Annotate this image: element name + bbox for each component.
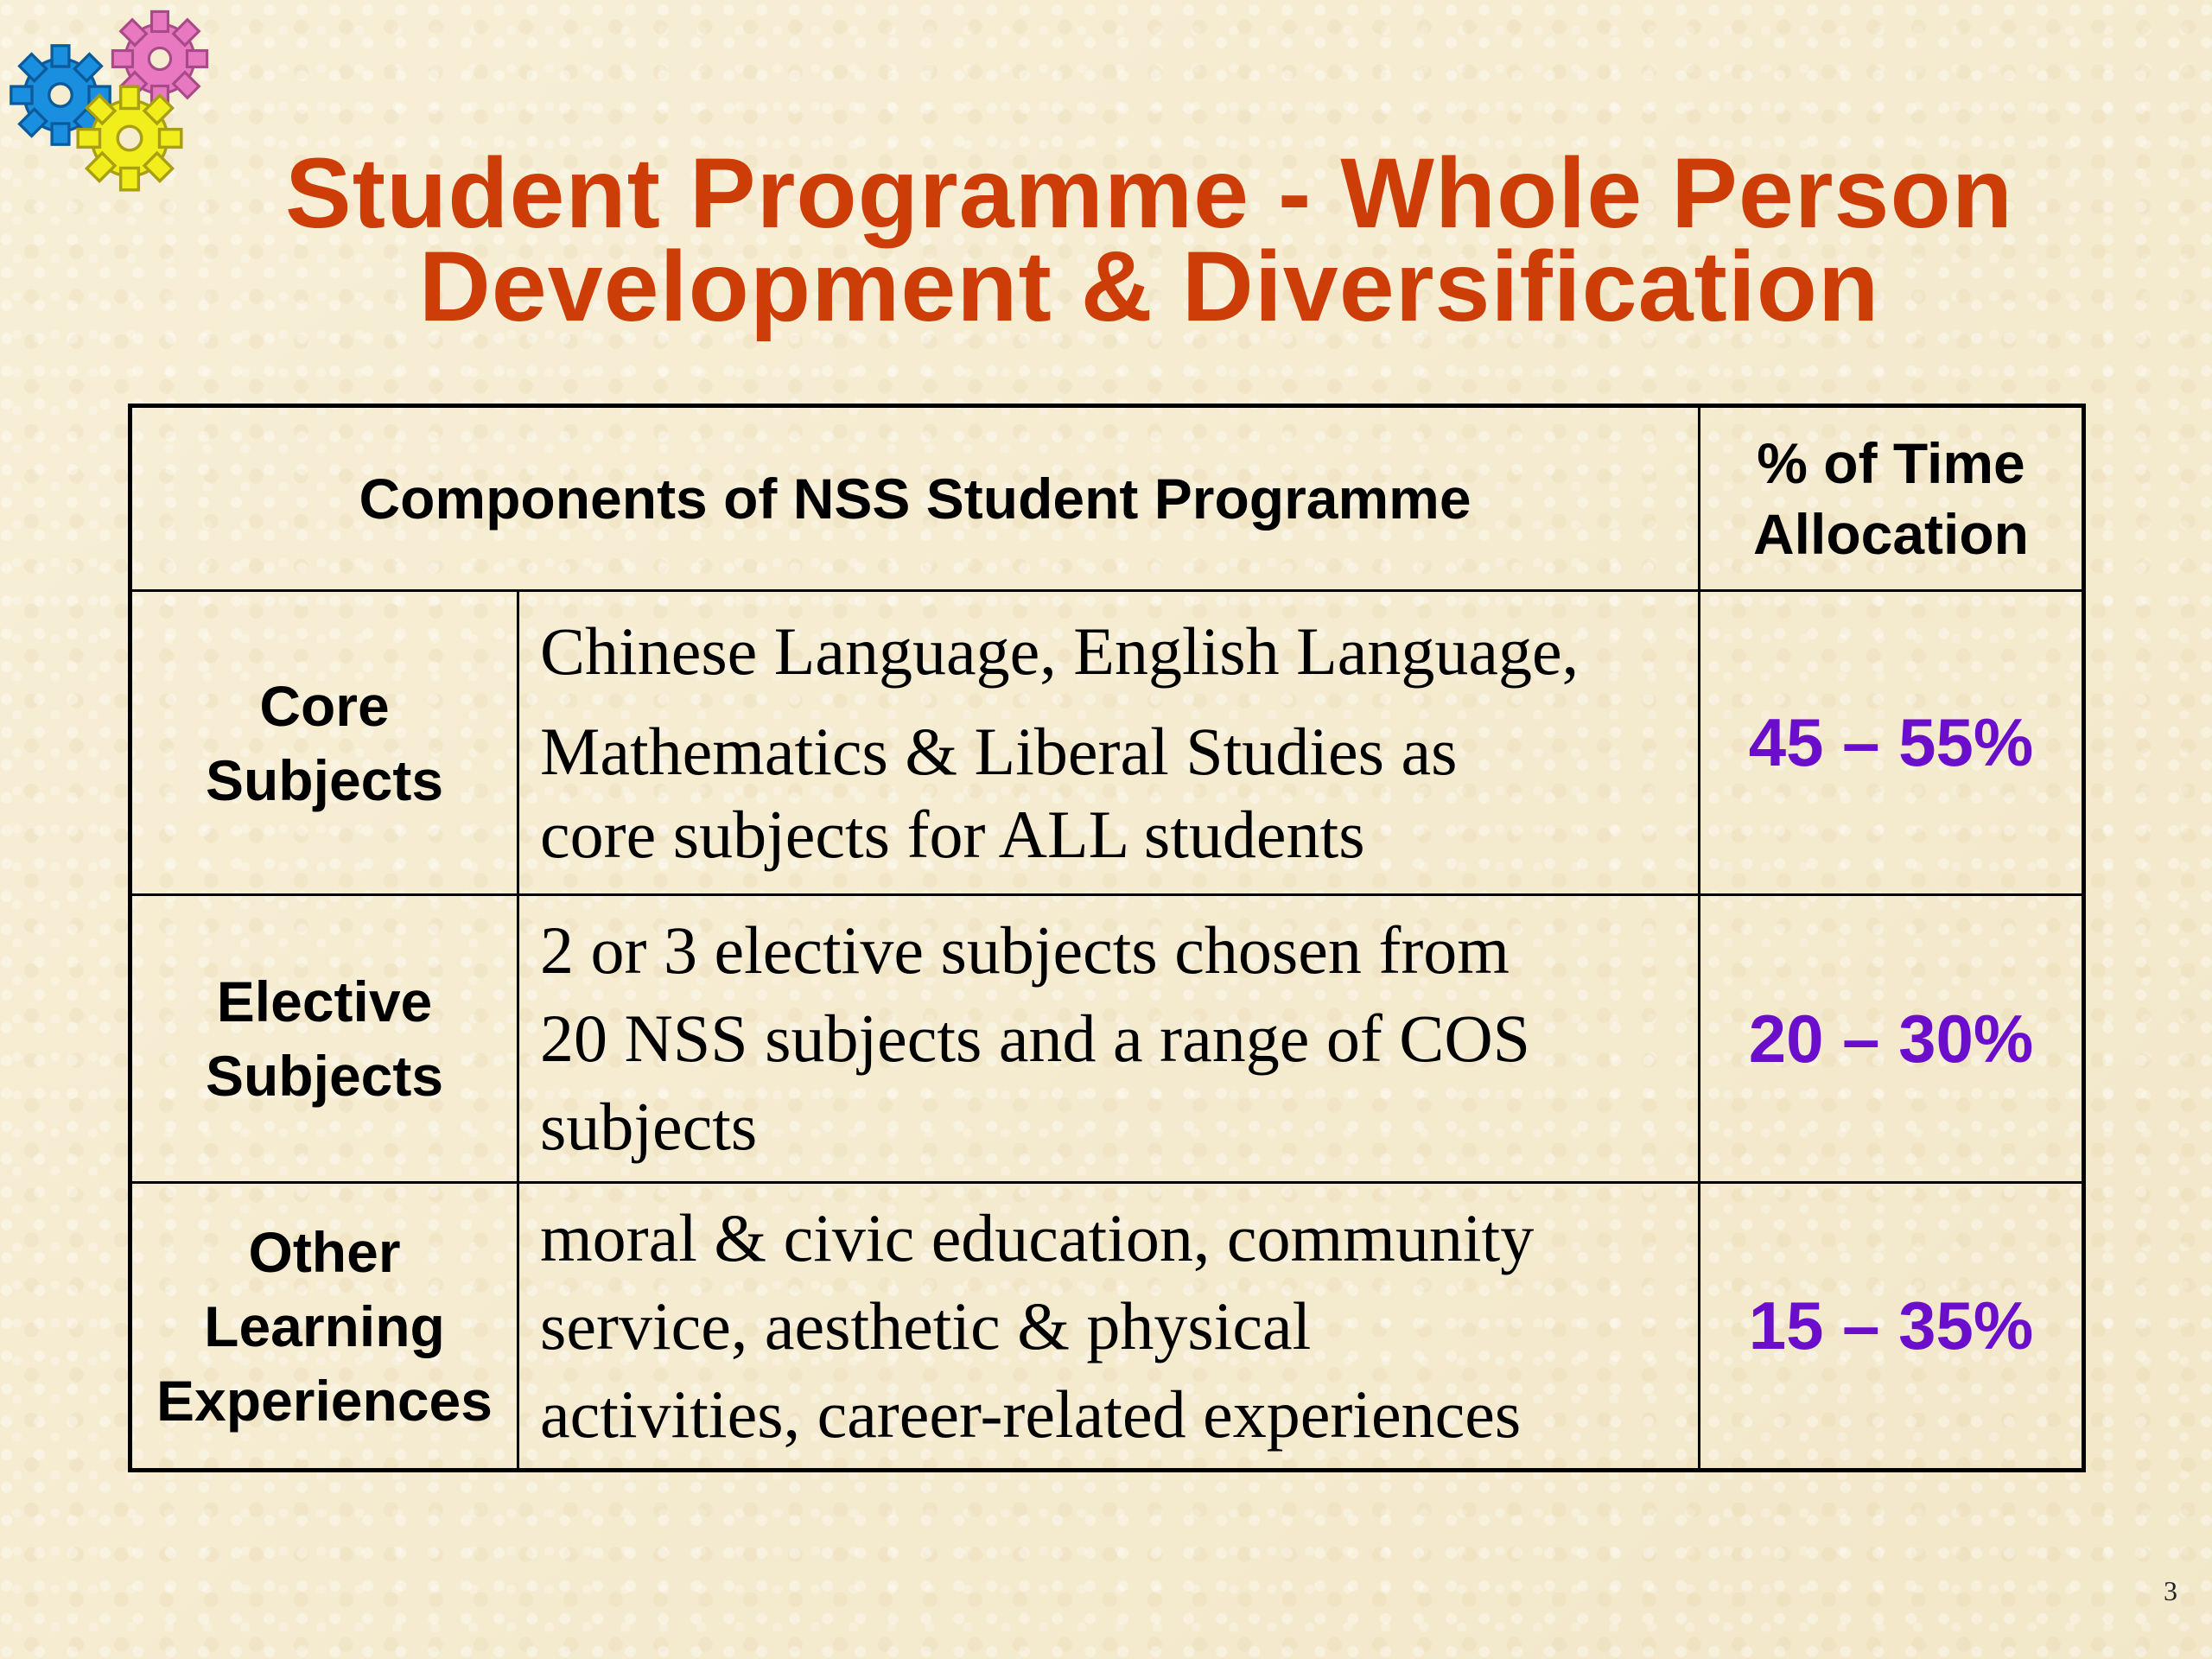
row-description-line: Mathematics & Liberal Studies as (540, 713, 1458, 789)
row-label-line: Learning (204, 1294, 445, 1358)
row-description-line: subjects (540, 1089, 758, 1164)
row-description-line: 2 or 3 elective subjects chosen from (540, 912, 1510, 988)
row-label-line: Subjects (205, 1044, 444, 1108)
slide-number: 3 (2164, 1575, 2177, 1606)
header-components: Components of NSS Student Programme (130, 406, 1700, 591)
row-allocation: 15 – 35% (1700, 1183, 2084, 1471)
table-row-core-subjects (130, 591, 2084, 895)
slide-title-line2: Development & Diversification (418, 232, 1880, 342)
slide-title-line1: Student Programme - Whole Person (284, 138, 2014, 249)
row-allocation: 20 – 30% (1700, 895, 2084, 1183)
nss-programme-table (128, 404, 2086, 1472)
row-label-line: Experiences (156, 1368, 493, 1433)
table-header-row (130, 406, 2084, 591)
header-time-allocation (1700, 406, 2084, 591)
header-time-line2: Allocation (1752, 502, 2029, 566)
header-time-line1: % of Time (1757, 431, 2025, 495)
row-label (130, 1183, 518, 1471)
row-description-line: service, aesthetic & physical (540, 1287, 1312, 1363)
row-label-line: Other (248, 1219, 401, 1284)
row-description-line: Chinese Language, English Language, (540, 613, 1580, 689)
row-description (518, 591, 1700, 895)
table-row-other-learning-experiences (130, 1183, 2084, 1471)
row-label (130, 895, 518, 1183)
row-label-line: Core (259, 673, 390, 738)
row-description (518, 895, 1700, 1183)
table-row-elective-subjects (130, 895, 2084, 1183)
row-label-line: Elective (216, 969, 433, 1033)
row-allocation: 45 – 55% (1700, 591, 2084, 895)
slide-title (207, 138, 2091, 342)
row-description-line: activities, career-related experiences (540, 1376, 1522, 1452)
row-description-line: moral & civic education, community (540, 1199, 1535, 1275)
row-description-line: core subjects for ALL students (540, 796, 1365, 872)
row-description (518, 1183, 1700, 1471)
row-description-line: 20 NSS subjects and a range of COS (540, 1001, 1531, 1076)
row-label-line: Subjects (205, 747, 444, 812)
row-label (130, 591, 518, 895)
